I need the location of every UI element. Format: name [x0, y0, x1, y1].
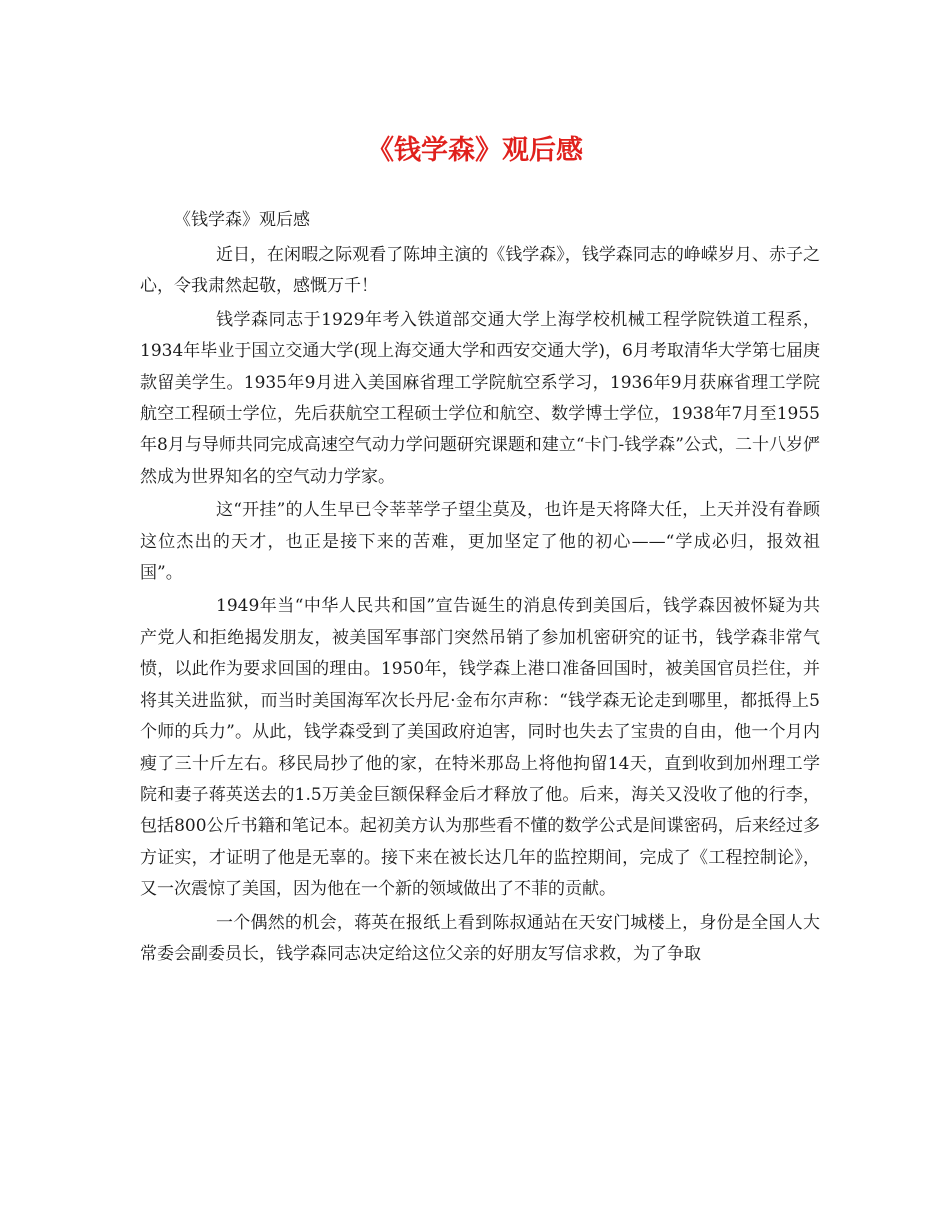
paragraph-3: 这“开挂”的人生早已令莘莘学子望尘莫及，也许是天将降大任，上天并没有眷顾这位杰出的天才，也正是接下来的苦难，更加坚定了他的初心——“学成必归，报效祖国”。	[140, 500, 820, 584]
paragraph-4: 1949年当“中华人民共和国”宣告诞生的消息传到美国后，钱学森因被怀疑为共产党人和拒绝揭发朋友，被美国军事部门突然吊销了参加机密研究的证书，钱学森非常气愤，以此作为要求回国的理由。1950年，钱学森上港口准备回国时，被美国官员拦住，并将其关进监狱，而当时美国海军次长丹尼·金布尔声称：“钱学森无论走到哪里，都抵得上5 个师的兵力”。从此，钱学森受到了美国政府迫害，同时也失去了宝贵的自由，他一个月内瘦了三十斤左右。移民局抄了他的家，在特米那岛上将他拘留14天，直到收到加州理工学院和妻子蒋英送去的1.5万美金巨额保释金后才释放了他。后来，海关又没收了他的行李，包括800公斤书籍和笔记本。起初美方认为那些看不懂的数学公式是间谍密码，后来经过多方证实，才证明了他是无辜的。接下来在被长达几年的监控期间，完成了《工程控制论》，又一次震惊了美国，因为他在一个新的领域做出了不菲的贡献。	[140, 596, 820, 900]
paragraph-2: 钱学森同志于1929年考入铁道部交通大学上海学校机械工程学院铁道工程系，1934年毕业于国立交通大学(现上海交通大学和西安交通大学)，6月考取清华大学第七届庚款留美学生。1935年9月进入美国麻省理工学院航空系学习，1936年9月获麻省理工学院航空工程硕士学位，先后获航空工程硕士学位和航空、数学博士学位，1938年7月至1955年8月与导师共同完成高速空气动力学问题研究课题和建立“卡门-钱学森”公式，二十八岁俨然成为世界知名的空气动力学家。	[140, 309, 820, 487]
paragraph-1: 近日，在闲暇之际观看了陈坤主演的《钱学森》，钱学森同志的峥嵘岁月、赤子之心，令我肃然起敬，感慨万千！	[140, 245, 820, 297]
paragraph-5: 一个偶然的机会，蒋英在报纸上看到陈叔通站在天安门城楼上，身份是全国人大常委会副委员长，钱学森同志决定给这位父亲的好朋友写信求救，为了争取	[140, 912, 820, 964]
document-body	[140, 240, 820, 972]
document-title: 《钱学森》观后感	[367, 135, 583, 166]
document-subtitle: 《钱学森》观后感	[174, 210, 310, 230]
